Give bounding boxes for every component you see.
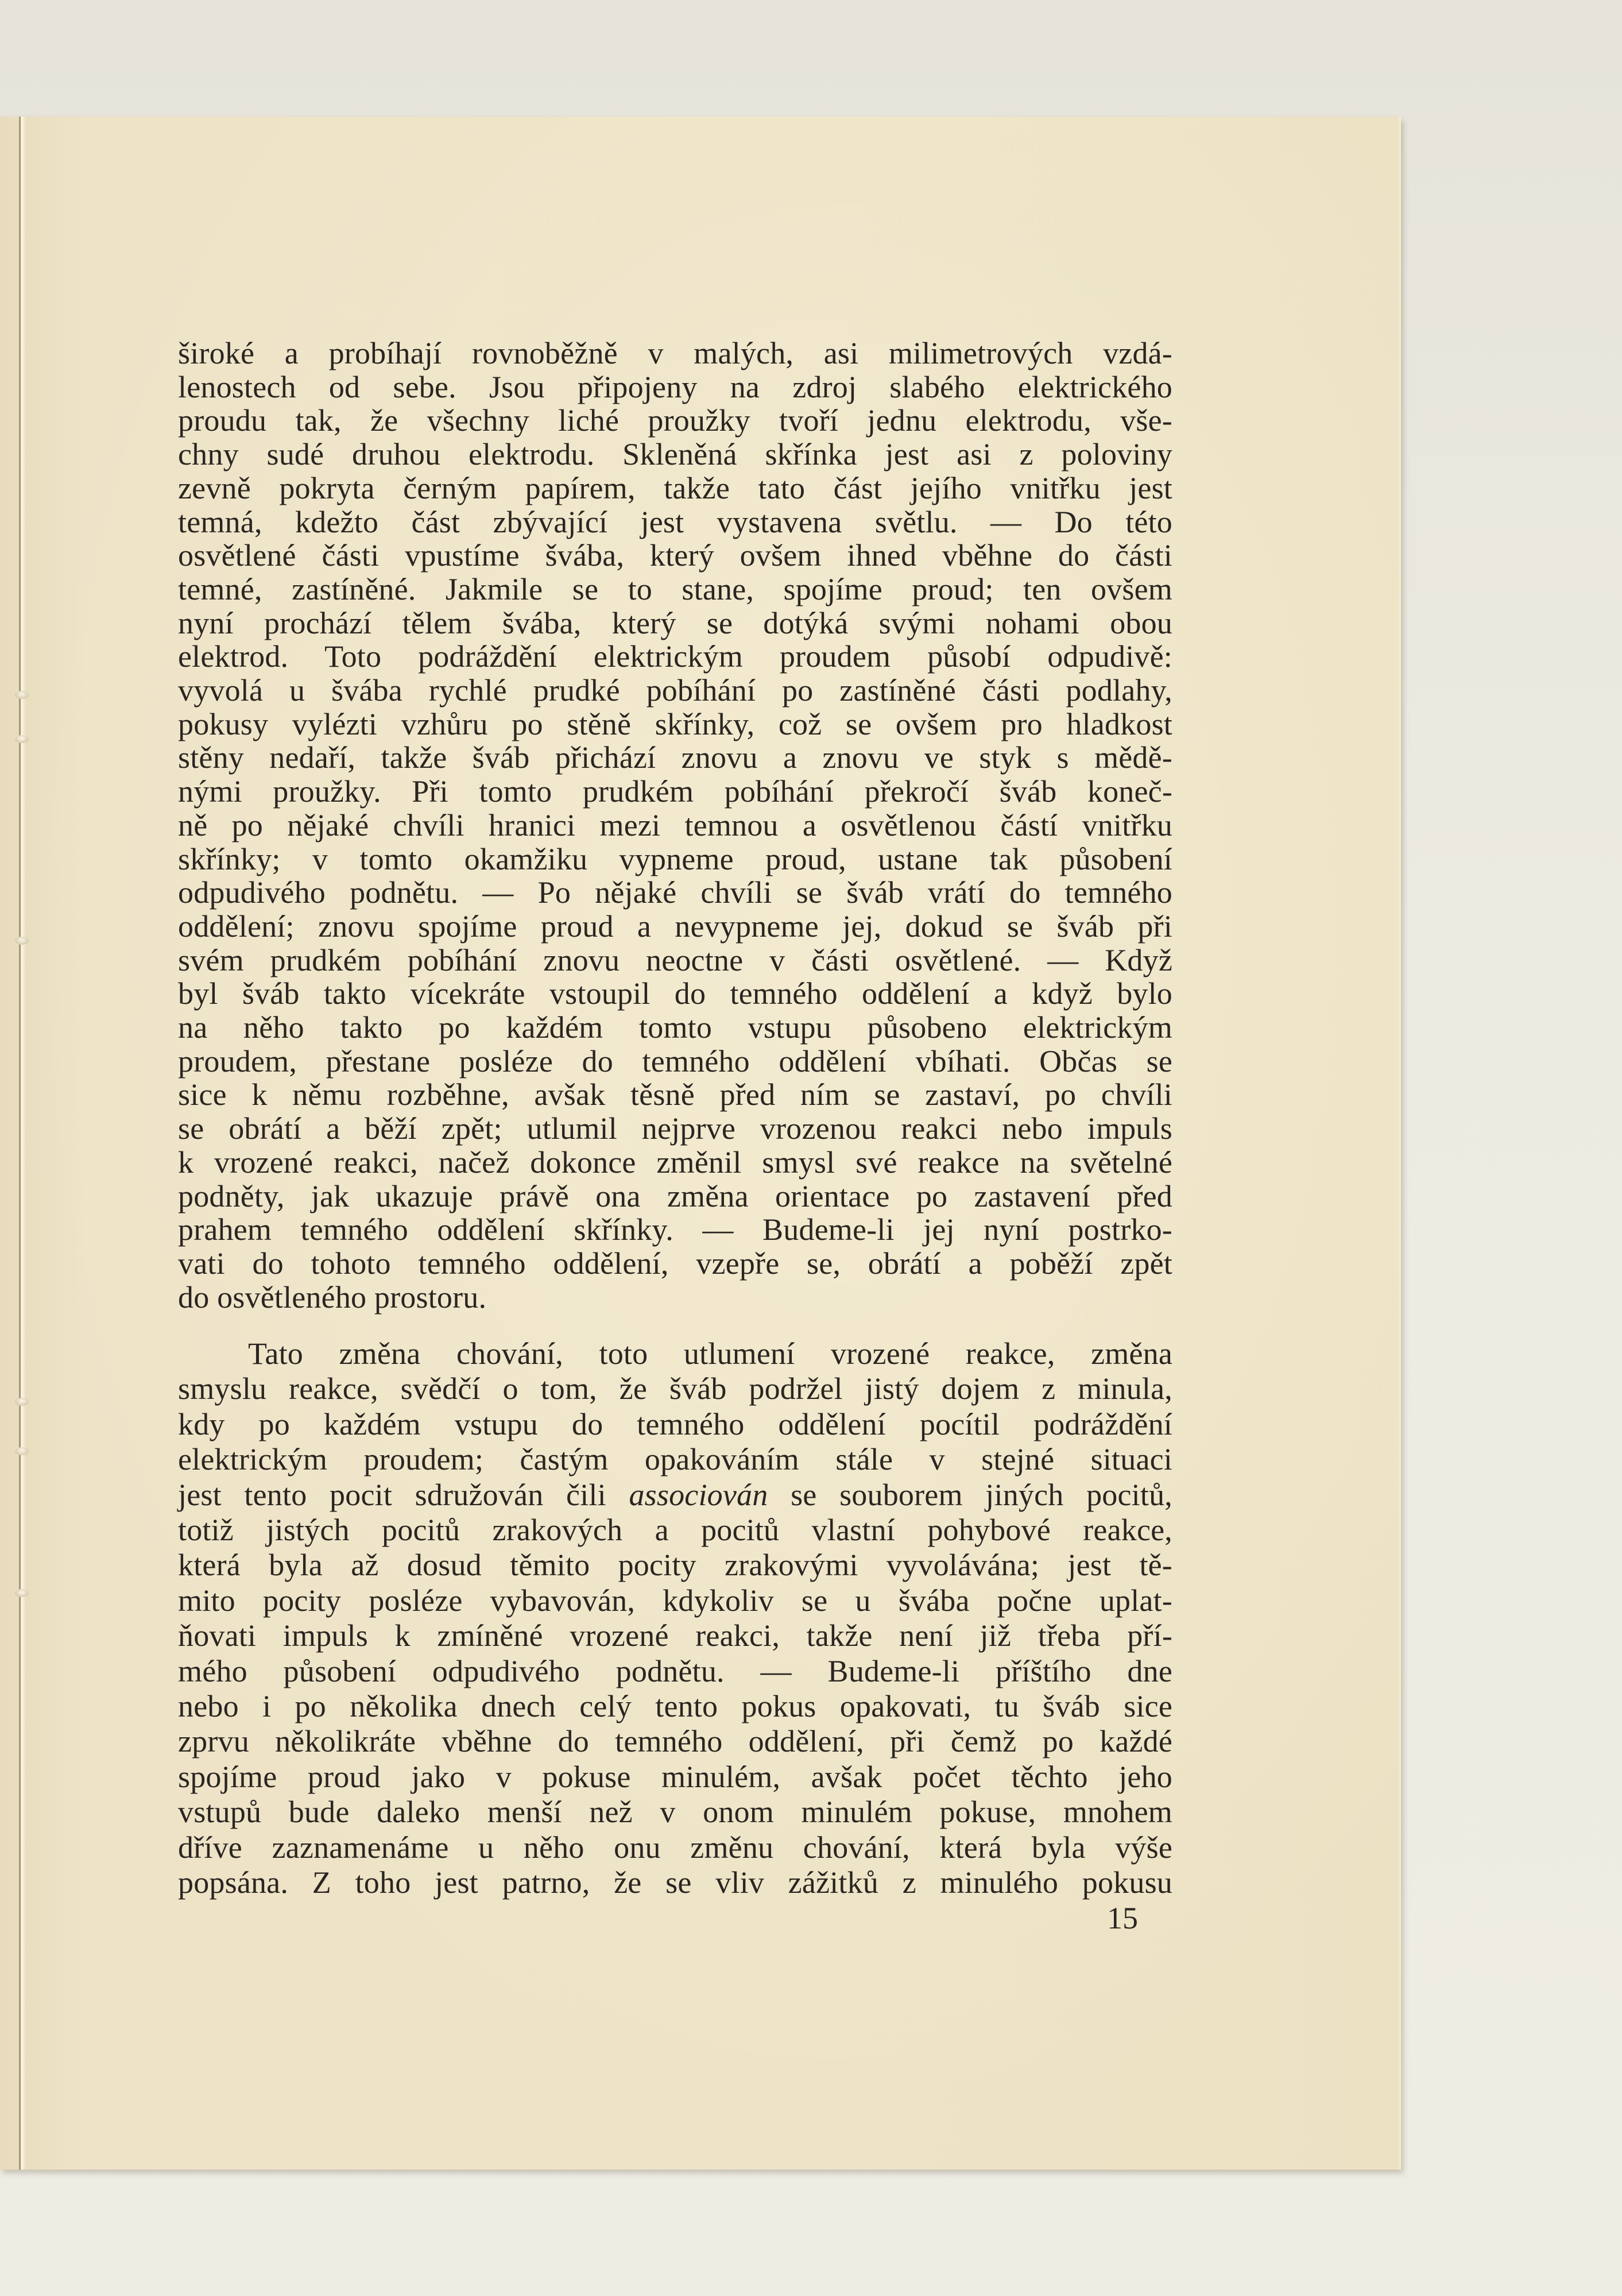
text-line — [178, 1478, 1172, 1512]
text-line: stěny nedaří, takže šváb přichází znovu a znovu ve styk s mědě- — [178, 740, 1172, 775]
text-line: proudu tak, že všechny liché proužky tvoří jednu elektrodu, vše- — [178, 403, 1172, 438]
text-line: kdy po každém vstupu do temného oddělení pocítil podráždění — [178, 1406, 1172, 1441]
text-line: nyní prochází tělem švába, který se dotýká svými nohami obou — [178, 605, 1172, 640]
text-line: odpudivého podnětu. — Po nějaké chvíli se šváb vrátí do temného — [178, 875, 1172, 910]
text-line: smyslu reakce, svědčí o tom, že šváb podržel jistý dojem z minula, — [178, 1371, 1172, 1406]
text-line: pokusy vylézti vzhůru po stěně skřínky, což se ovšem pro hladkost — [178, 706, 1172, 741]
text-line: prahem temného oddělení skřínky. — Budeme-li jej nyní postrko- — [178, 1212, 1172, 1247]
text-segment: se souborem jiných pocitů, — [768, 1477, 1172, 1512]
text-line: ňovati impuls k zmíněné vrozené reakci, takže není již třeba pří- — [178, 1618, 1172, 1653]
text-line: byl šváb takto vícekráte vstoupil do temného oddělení a když bylo — [178, 976, 1172, 1011]
text-line: totiž jistých pocitů zrakových a pocitů vlastní pohybové reakce, — [178, 1513, 1172, 1547]
text-line: Tato změna chování, toto utlumení vrozené reakce, změna — [248, 1336, 1172, 1371]
text-line: sice k němu rozběhne, avšak těsně před ním se zastaví, po chvíli — [178, 1077, 1172, 1112]
text-line: spojíme proud jako v pokuse minulém, avšak počet těchto jeho — [178, 1759, 1172, 1794]
text-line: nými proužky. Při tomto prudkém pobíhání překročí šváb koneč- — [178, 774, 1172, 809]
text-line: popsána. Z toho jest patrno, že se vliv zážitků z minulého pokusu — [178, 1865, 1172, 1900]
text-segment: jest tento pocit sdružován čili — [178, 1477, 629, 1512]
page-edge — [1398, 117, 1401, 2170]
text-line: osvětlené části vpustíme švába, který ovšem ihned vběhne do části — [178, 538, 1172, 573]
binding-stitch — [15, 1589, 29, 1597]
text-line: skřínky; v tomto okamžiku vypneme proud, ustane tak působení — [178, 841, 1172, 876]
text-line: proudem, přestane posléze do temného oddělení vbíhati. Občas se — [178, 1043, 1172, 1079]
text-line: temné, zastíněné. Jakmile se to stane, spojíme proud; ten ovšem — [178, 571, 1172, 606]
text-line: zevně pokryta černým papírem, takže tato část jejího vnitřku jest — [178, 470, 1172, 505]
text-line: ně po nějaké chvíli hranici mezi temnou a osvětlenou částí vnitřku — [178, 807, 1172, 842]
text-line: dříve zaznamenáme u něho onu změnu chování, která byla výše — [178, 1830, 1172, 1865]
binding-fold — [19, 117, 21, 2170]
text-line: temná, kdežto část zbývající jest vystavena světlu. — Do této — [178, 504, 1172, 539]
page-number: 15 — [1107, 1901, 1138, 1935]
text-line: zprvu několikráte vběhne do temného oddělení, při čemž po každé — [178, 1724, 1172, 1759]
text-line: chny sudé druhou elektrodu. Skleněná skřínka jest asi z poloviny — [178, 437, 1172, 472]
text-line: vstupů bude daleko menší než v onom minulém pokuse, mnohem — [178, 1795, 1172, 1830]
text-line: do osvětleného prostoru. — [178, 1280, 487, 1315]
binding-stitch — [15, 691, 29, 699]
text-line: mého působení odpudivého podnětu. — Budeme-li příštího dne — [178, 1653, 1172, 1688]
text-line: se obrátí a běží zpět; utlumil nejprve vrozenou reakci nebo impuls — [178, 1111, 1172, 1146]
text-line: elektrod. Toto podráždění elektrickým proudem působí odpudivě: — [178, 639, 1172, 674]
text-line: vati do tohoto temného oddělení, vzepře se, obrátí a poběží zpět — [178, 1246, 1172, 1281]
text-line: podněty, jak ukazuje právě ona změna orientace po zastavení před — [178, 1178, 1172, 1213]
text-line: svém prudkém pobíhání znovu neoctne v části osvětlené. — Když — [178, 942, 1172, 977]
binding-stitch — [15, 937, 29, 945]
text-line: oddělení; znovu spojíme proud a nevypneme jej, dokud se šváb při — [178, 909, 1172, 944]
text-line: široké a probíhají rovnoběžně v malých, asi milimetrových vzdá- — [178, 336, 1172, 370]
text-line: vyvolá u švába rychlé prudké pobíhání po zastíněné části podlahy, — [178, 673, 1172, 708]
text-line: elektrickým proudem; častým opakováním stále v stejné situaci — [178, 1442, 1172, 1477]
text-line: která byla až dosud těmito pocity zrakovými vyvolávána; jest tě- — [178, 1548, 1172, 1583]
binding-stitch — [15, 735, 29, 743]
italic-term: associován — [629, 1477, 768, 1512]
text-line: k vrozené reakci, načež dokonce změnil smysl své reakce na světelné — [178, 1145, 1172, 1180]
binding-stitch — [15, 1447, 29, 1455]
binding-stitch — [15, 1398, 29, 1406]
text-line: nebo i po několika dnech celý tento pokus opakovati, tu šváb sice — [178, 1689, 1172, 1723]
text-line: mito pocity posléze vybavován, kdykoliv se u švába počne uplat- — [178, 1583, 1172, 1618]
binding-highlight — [21, 117, 26, 2170]
text-line: na něho takto po každém tomto vstupu působeno elektrickým — [178, 1010, 1172, 1045]
text-line: lenostech od sebe. Jsou připojeny na zdroj slabého elektrického — [178, 369, 1172, 404]
